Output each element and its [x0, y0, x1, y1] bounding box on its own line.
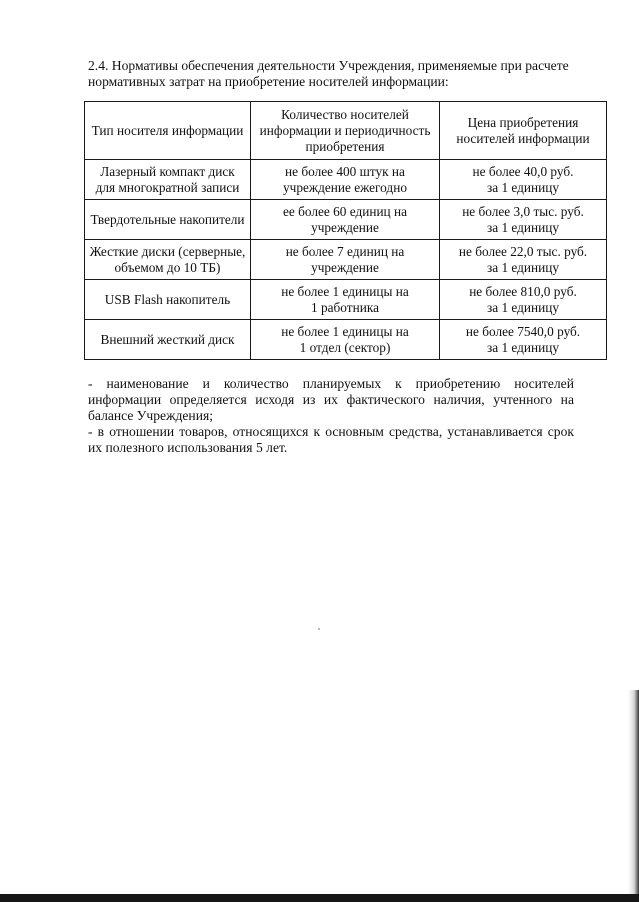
scan-edge-right	[628, 690, 639, 902]
scan-speck	[318, 628, 320, 630]
cell-price-line: за 1 единицу	[486, 259, 560, 275]
cell-price-line: за 1 единицу	[486, 299, 560, 315]
cell-media-type: Лазерный компакт диск для многократной записи	[85, 160, 251, 200]
cell-quantity-line: учреждение	[311, 259, 379, 275]
section-heading-line-2: нормативных затрат на приобретение носителей информации:	[88, 74, 449, 89]
section-heading	[88, 58, 574, 90]
cell-quantity	[251, 200, 440, 240]
cell-media-type: Жесткие диски (серверные, объемом до 10 ТБ)	[85, 240, 251, 280]
cell-price	[440, 160, 607, 200]
cell-quantity-line: 1 отдел (сектор)	[299, 339, 391, 355]
cell-quantity-line: не более 400 штук на	[285, 163, 405, 179]
table-row	[85, 160, 607, 200]
cell-price	[440, 200, 607, 240]
cell-price-line: за 1 единицу	[486, 219, 560, 235]
cell-quantity-line: учреждение ежегодно	[283, 179, 407, 195]
table-row	[85, 320, 607, 360]
cell-price-line: не более 810,0 руб.	[469, 283, 577, 299]
table-header-row	[85, 102, 607, 160]
cell-price-line: не более 40,0 руб.	[472, 163, 574, 179]
cell-quantity	[251, 320, 440, 360]
note-paragraph: - наименование и количество планируемых к приобретению носителей информации определяется исходя из их фактического наличия, учтенного на балансе Учреждения;	[88, 376, 574, 423]
table-row	[85, 200, 607, 240]
table-row	[85, 240, 607, 280]
table-row	[85, 280, 607, 320]
cell-quantity-line: 1 работника	[311, 299, 379, 315]
cell-price	[440, 240, 607, 280]
cell-quantity-line: не более 7 единиц на	[285, 243, 405, 259]
note-paragraph: - в отношении товаров, относящихся к основным средства, устанавливается срок их полезного использования 5 лет.	[88, 424, 574, 455]
header-media-type: Тип носителя информации	[85, 102, 251, 160]
cell-media-type: USB Flash накопитель	[85, 280, 251, 320]
notes-block	[88, 376, 574, 456]
cell-price-line: за 1 единицу	[486, 179, 560, 195]
cell-media-type: Твердотельные накопители	[85, 200, 251, 240]
cell-quantity	[251, 280, 440, 320]
cell-quantity-line: учреждение	[311, 219, 379, 235]
cell-quantity-line: не более 1 единицы на	[281, 283, 409, 299]
cell-quantity-line: не более 1 единицы на	[281, 323, 409, 339]
cell-quantity-line: ее более 60 единиц на	[282, 203, 408, 219]
cell-media-type: Внешний жесткий диск	[85, 320, 251, 360]
cell-price-line: не более 7540,0 руб.	[465, 323, 581, 339]
section-heading-line-1: 2.4. Нормативы обеспечения деятельности Учреждения, применяемые при расчете	[88, 58, 569, 73]
scan-edge-bottom	[0, 894, 639, 902]
cell-quantity	[251, 160, 440, 200]
cell-price-line: не более 3,0 тыс. руб.	[462, 203, 584, 219]
cell-price-line: за 1 единицу	[486, 339, 560, 355]
header-price: Цена приобретения носителей информации	[440, 102, 607, 160]
header-quantity: Количество носителей информации и периодичность приобретения	[251, 102, 440, 160]
cell-price-line: не более 22,0 тыс. руб.	[458, 243, 588, 259]
cell-quantity	[251, 240, 440, 280]
norms-table	[84, 101, 607, 360]
cell-price	[440, 320, 607, 360]
cell-price	[440, 280, 607, 320]
